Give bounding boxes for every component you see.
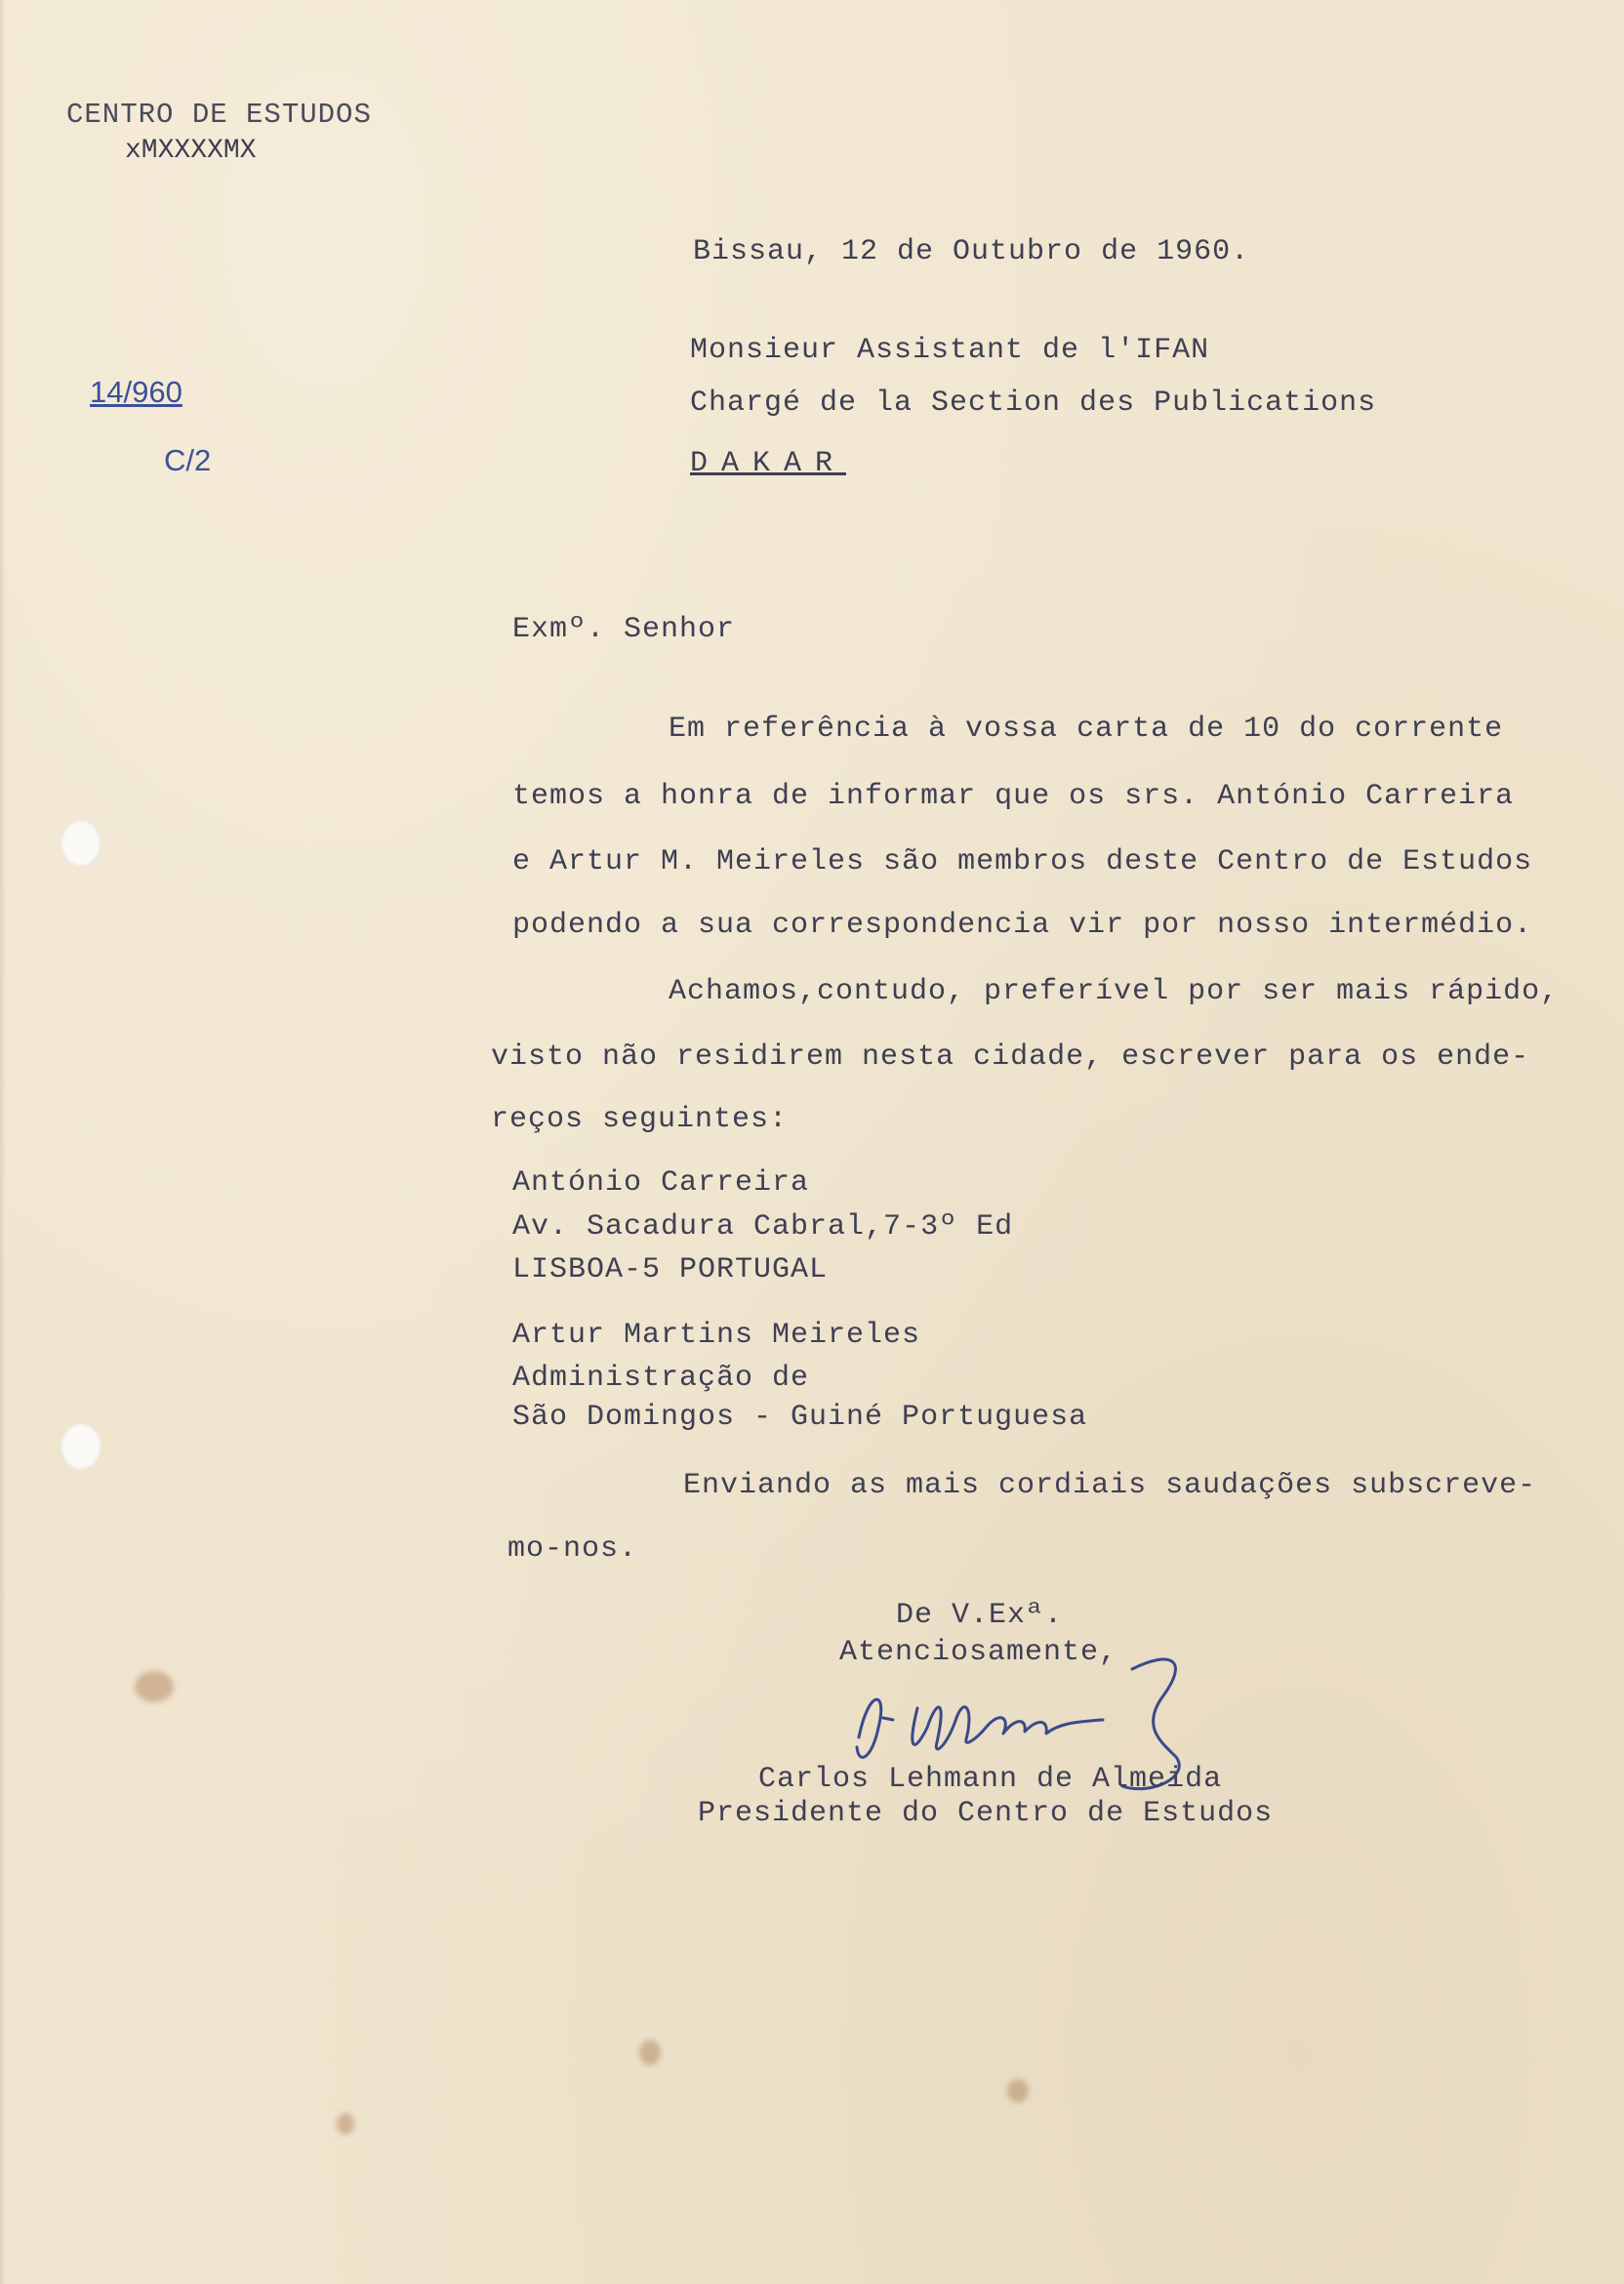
reference-code: C/2	[164, 443, 212, 477]
body-line: visto não residirem nesta cidade, escrever para os ende-	[491, 1040, 1530, 1074]
closing-formula-2: Atenciosamente,	[839, 1636, 1118, 1669]
body-line: reços seguintes:	[491, 1103, 789, 1136]
closing-line-1: Enviando as mais cordiais saudações subscreve-	[683, 1469, 1537, 1502]
letterhead-title: CENTRO DE ESTUDOS	[66, 99, 372, 131]
stain-mark	[135, 1671, 174, 1702]
body-line: Achamos,contudo, preferível por ser mais rápido,	[669, 975, 1560, 1008]
recipient-line-1: Monsieur Assistant de l'IFAN	[690, 334, 1210, 367]
punch-hole-bottom	[61, 1423, 102, 1470]
recipient-line-2: Chargé de la Section des Publications	[690, 387, 1377, 420]
stain-mark	[337, 2113, 354, 2135]
body-line: e Artur M. Meireles são membros deste Centro de Estudos	[512, 845, 1533, 878]
body-line: Em referência à vossa carta de 10 do corrente	[669, 713, 1504, 746]
address-1-street: Av. Sacadura Cabral,7-3º Ed	[512, 1210, 1014, 1244]
stain-mark	[639, 2040, 661, 2065]
closing-line-2: mo-nos.	[508, 1532, 638, 1566]
address-2-location: São Domingos - Guiné Portuguesa	[512, 1401, 1088, 1434]
address-1-city: LISBOA-5 PORTUGAL	[512, 1253, 829, 1286]
salutation: Exmº. Senhor	[512, 613, 736, 646]
address-2-line: Administração de	[512, 1362, 810, 1395]
date-line: Bissau, 12 de Outubro de 1960.	[693, 235, 1250, 268]
closing-formula-1: De V.Exª.	[896, 1599, 1064, 1632]
reference-number: 14/960	[90, 375, 183, 409]
body-line: temos a honra de informar que os srs. António Carreira	[512, 780, 1515, 813]
punch-hole-top	[61, 820, 102, 867]
body-line: podendo a sua correspondencia vir por nosso intermédio.	[512, 909, 1533, 942]
paper-edge-shadow	[0, 0, 6, 2284]
letterhead-struck-text: xMXXXXMX	[125, 136, 257, 166]
signatory-title: Presidente do Centro de Estudos	[698, 1797, 1274, 1830]
address-1-name: António Carreira	[512, 1166, 810, 1200]
signatory-name: Carlos Lehmann de Almeida	[758, 1763, 1223, 1796]
stain-mark	[1007, 2079, 1029, 2102]
recipient-city: DAKAR	[690, 447, 847, 480]
address-2-name: Artur Martins Meireles	[512, 1319, 921, 1352]
